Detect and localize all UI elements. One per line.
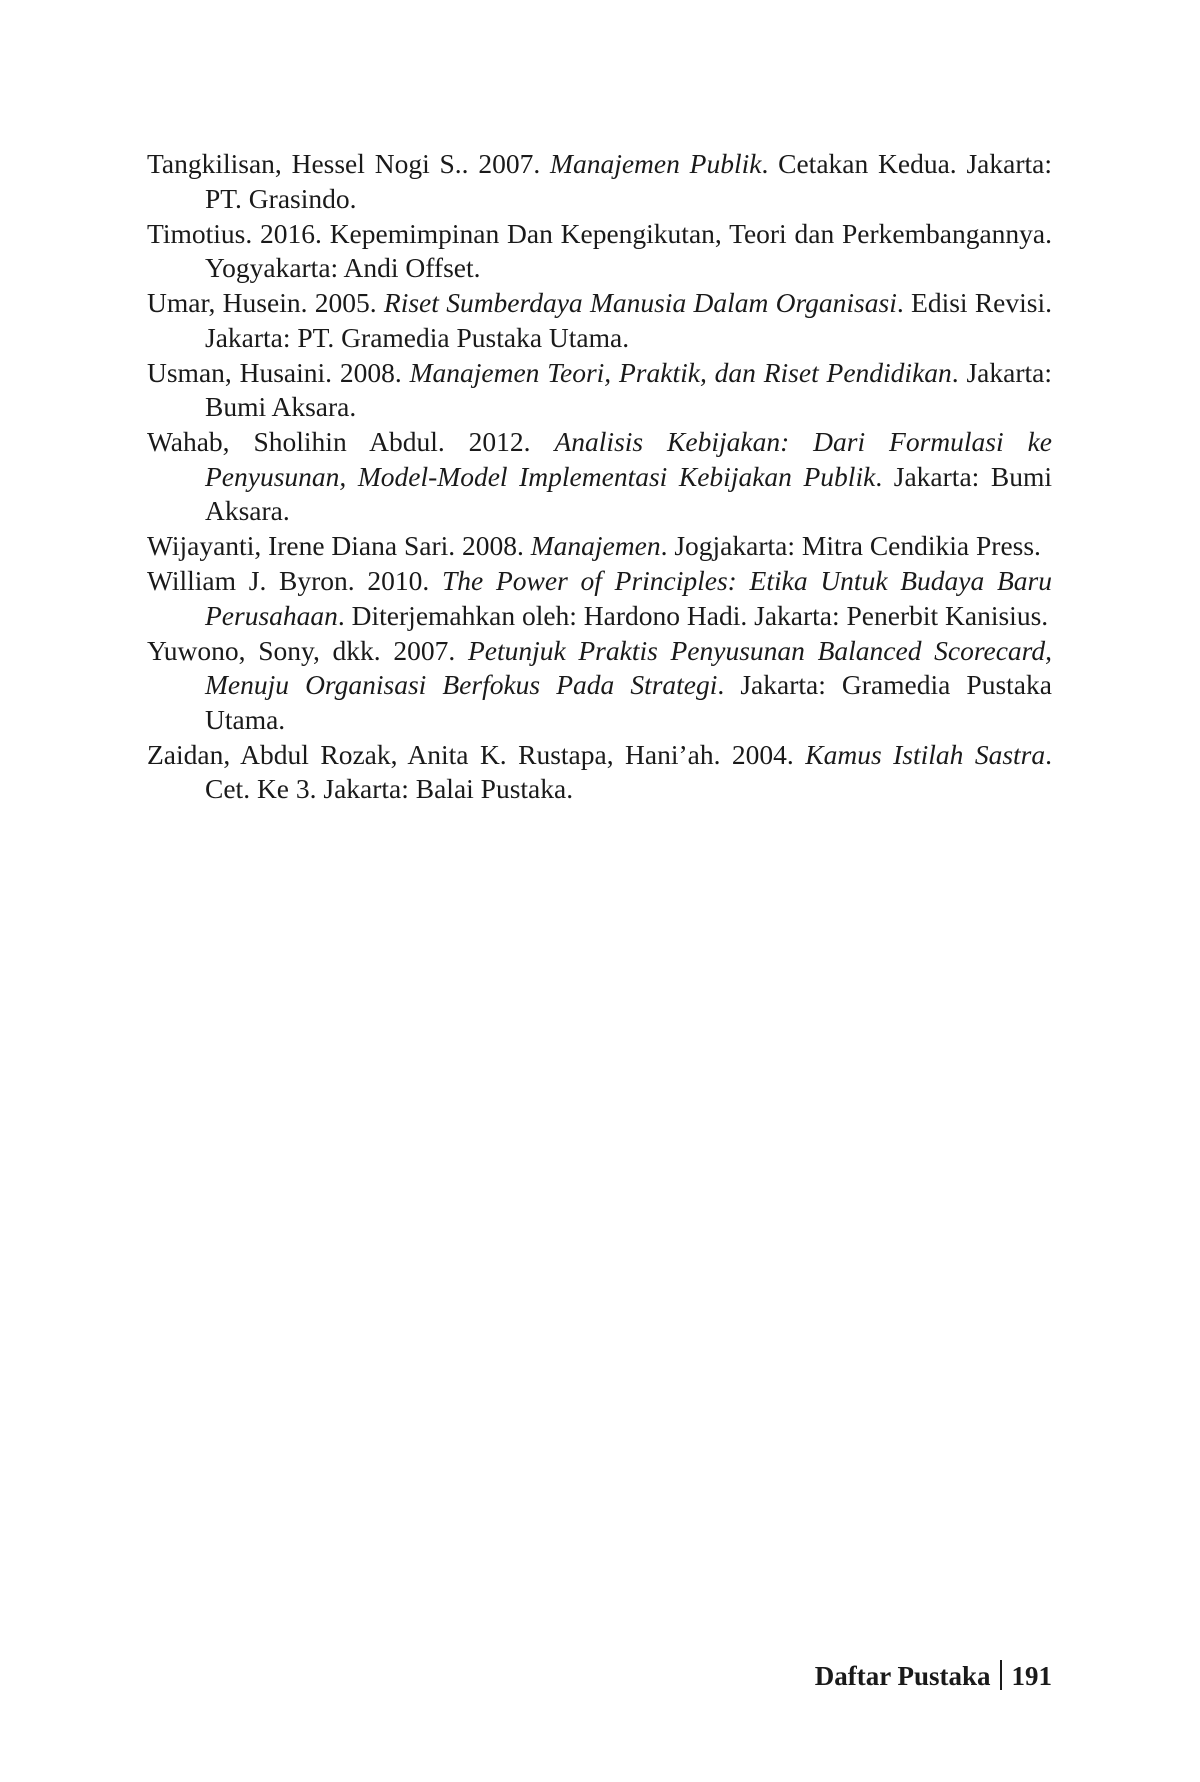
reference-entry (147, 356, 1052, 425)
reference-text: Yuwono, Sony, dkk. 2007. (147, 634, 468, 666)
reference-text: Timotius. 2016. Kepemimpinan Dan Kepengikutan, Teori dan Perkembangannya. Yogyakarta: Andi Offset. (147, 217, 1052, 283)
reference-text: Tangkilisan, Hessel Nogi S.. 2007. (147, 148, 551, 179)
reference-entry (147, 286, 1052, 355)
footer-divider (1000, 1660, 1002, 1690)
reference-text: . Jakarta: Bumi Aksara. (205, 460, 1053, 526)
reference-title: Riset Sumberdaya Manusia Dalam Organisasi (383, 287, 897, 318)
reference-text: Zaidan, Abdul Rozak, Anita K. Rustapa, Hani’ah. 2004. (147, 738, 806, 770)
reference-text: Umar, Husein. 2005. (147, 287, 384, 318)
reference-entry (147, 529, 1052, 564)
footer-section-title: Daftar Pustaka (814, 1661, 991, 1691)
reference-text: . Jakarta: Bumi Aksara. (205, 356, 1052, 422)
reference-title: Kamus Istilah Sastra (805, 738, 1046, 770)
reference-entry (147, 147, 1052, 216)
page-number: 191 (1011, 1661, 1052, 1691)
reference-entry (147, 217, 1052, 286)
reference-entry (147, 738, 1052, 807)
reference-text: . Cet. Ke 3. Jakarta: Balai Pustaka. (205, 738, 1052, 804)
reference-title: Manajemen Teori, Praktik, dan Riset Pendidikan (409, 356, 952, 388)
reference-list (147, 147, 1052, 807)
reference-entry (147, 634, 1052, 738)
reference-text: . Edisi Revisi. Jakarta: PT. Gramedia Pustaka Utama. (205, 287, 1053, 353)
reference-title: The Power of Principles: Etika Untuk Budaya Baru Perusahaan (205, 565, 1052, 631)
reference-entry (147, 564, 1052, 633)
reference-text: Usman, Husaini. 2008. (147, 356, 410, 388)
reference-title: Analisis Kebijakan: Dari Formulasi ke Penyusunan, Model-Model Implementasi Kebijakan Publik (205, 426, 1052, 492)
reference-text: . Cetakan Kedua. Jakarta: PT. Grasindo. (205, 148, 1052, 214)
reference-text: . Diterjemahkan oleh: Hardono Hadi. Jakarta: Penerbit Kanisius. (337, 599, 1049, 631)
reference-entry (147, 425, 1052, 529)
reference-text: . Jogjakarta: Mitra Cendikia Press. (660, 530, 1041, 561)
reference-text: William J. Byron. 2010. (147, 565, 443, 596)
reference-title: Manajemen (530, 530, 661, 561)
page-footer (815, 1660, 1052, 1692)
reference-text: Wijayanti, Irene Diana Sari. 2008. (147, 530, 531, 561)
reference-text: Wahab, Sholihin Abdul. 2012. (147, 426, 555, 457)
reference-text: . Jakarta: Gramedia Pustaka Utama. (205, 669, 1052, 735)
reference-title: Manajemen Publik (550, 148, 762, 179)
reference-title: Petunjuk Praktis Penyusunan Balanced Scorecard, Menuju Organisasi Berfokus Pada Strategi (205, 634, 1052, 700)
